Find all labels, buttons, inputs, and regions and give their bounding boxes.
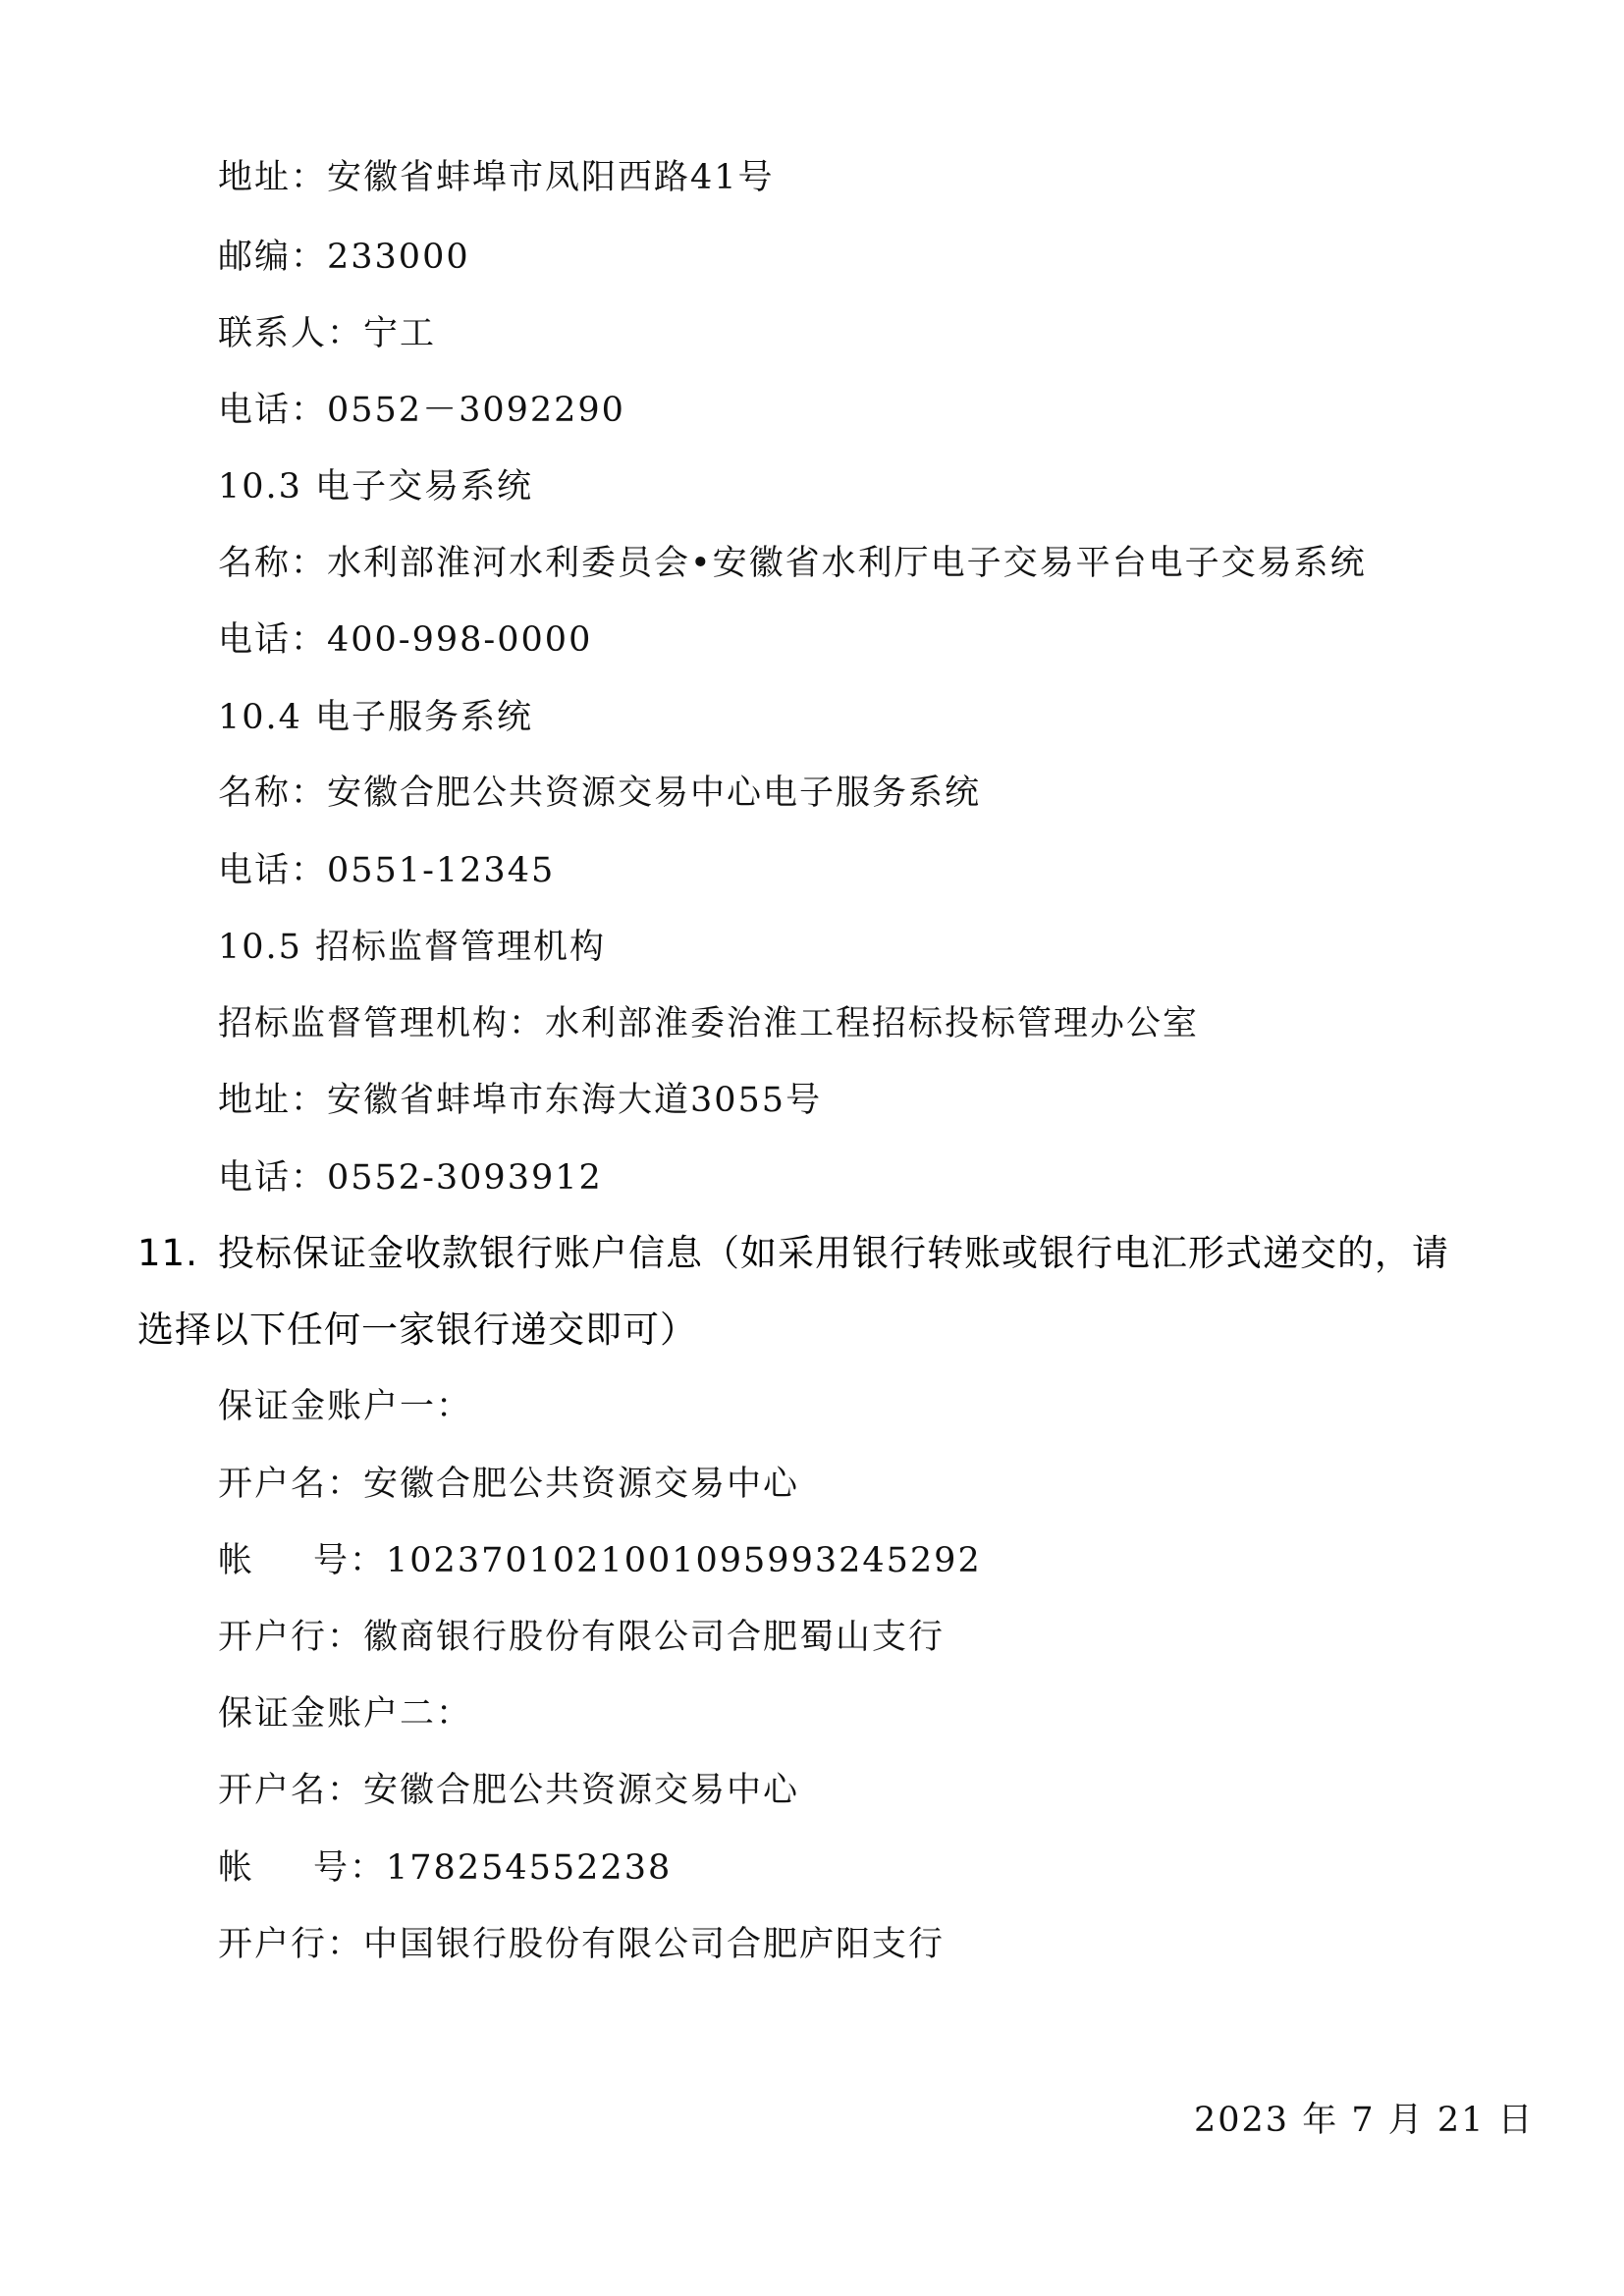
- account2-bank: 开户行：中国银行股份有限公司合肥庐阳支行: [218, 1925, 946, 1964]
- account2-title: 保证金账户二：: [218, 1694, 473, 1734]
- postcode-line: 邮编：233000: [218, 238, 470, 277]
- account2-number-label-a: 帐: [218, 1848, 255, 1888]
- section-10-5-title: 10.5 招标监督管理机构: [218, 928, 607, 967]
- section-11-heading-cont: 选择以下任何一家银行递交即可）: [137, 1308, 697, 1351]
- document-date: 2023 年 7 月 21 日: [1194, 2101, 1535, 2140]
- section-10-3-name: 名称：水利部淮河水利委员会•安徽省水利厅电子交易平台电子交易系统: [218, 544, 1367, 583]
- account1-number-label-a: 帐: [218, 1541, 255, 1580]
- address-line: 地址：安徽省蚌埠市凤阳西路41号: [218, 158, 775, 197]
- contact-line: 联系人：宁工: [218, 314, 437, 353]
- section-11-heading-line1: 投标保证金收款银行账户信息（如采用银行转账或银行电汇形式递交的，请: [218, 1232, 1449, 1274]
- account2-number: [218, 1844, 672, 1892]
- section-10-3-phone: 电话：400-998-0000: [218, 620, 593, 660]
- section-11-number: 11.: [137, 1232, 198, 1274]
- account1-bank: 开户行：徽商银行股份有限公司合肥蜀山支行: [218, 1618, 946, 1657]
- section-10-5-org: 招标监督管理机构：水利部淮委治淮工程招标投标管理办公室: [218, 1004, 1200, 1043]
- section-10-5-phone: 电话：0552-3093912: [218, 1158, 603, 1198]
- account1-holder: 开户名：安徽合肥公共资源交易中心: [218, 1465, 800, 1504]
- section-10-4-title: 10.4 电子服务系统: [218, 698, 534, 737]
- section-10-4-phone: 电话：0551-12345: [218, 851, 556, 890]
- phone-line: 电话：0552－3092290: [218, 391, 625, 430]
- account2-holder: 开户名：安徽合肥公共资源交易中心: [218, 1771, 800, 1810]
- account2-number-value: 号：178254552238: [313, 1848, 673, 1888]
- section-11-heading: [137, 1230, 1449, 1277]
- account1-number: [218, 1537, 982, 1584]
- account1-number-value: 号：1023701021001095993245292: [313, 1541, 982, 1580]
- section-10-5-address: 地址：安徽省蚌埠市东海大道3055号: [218, 1081, 823, 1120]
- section-10-4-name: 名称：安徽合肥公共资源交易中心电子服务系统: [218, 774, 982, 813]
- account1-title: 保证金账户一：: [218, 1387, 473, 1426]
- section-10-3-title: 10.3 电子交易系统: [218, 467, 534, 507]
